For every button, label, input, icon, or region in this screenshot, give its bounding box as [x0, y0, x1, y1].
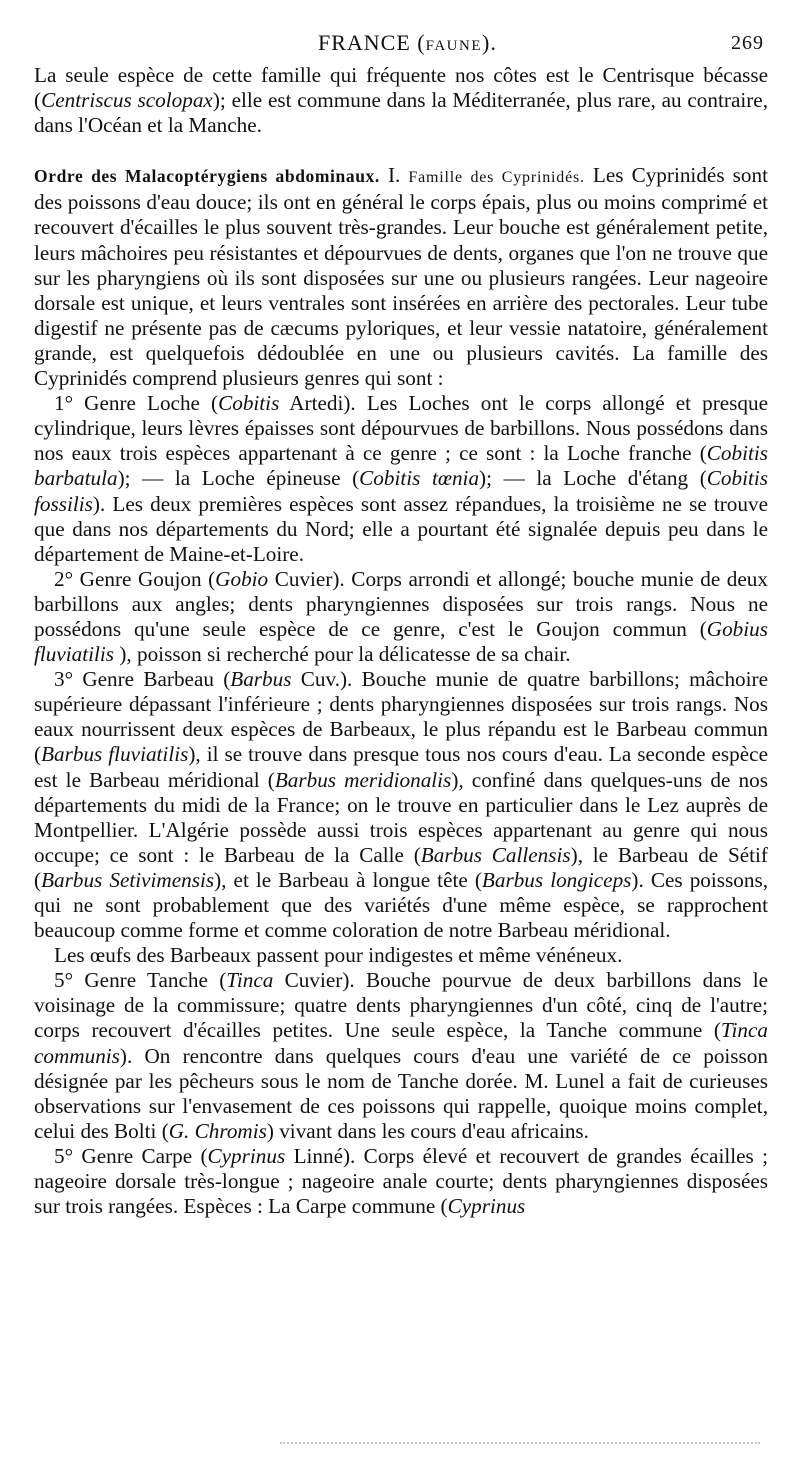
latin-name: Barbus longiceps [481, 867, 632, 892]
text-run: ), confiné dans quelques-uns de nos départements du midi de la France; on le trouve en particulier dans le Lez auprès de Montpellier. L'Algérie possède aussi trois espèces appartenant au genre qui nous occupe; ce sont : le Barbeau de la Calle ( [34, 767, 768, 867]
scan-bleed-marks [280, 1442, 760, 1448]
latin-name: Cobitis tœnia [359, 466, 480, 491]
text-run: ); elle est commune dans la Méditerranée, plus rare, au contraire, dans l'Océan et la Manche. [34, 88, 768, 138]
text-run: Les œufs des Barbeaux passent pour indigestes et même vénéneux. [54, 943, 623, 968]
order-heading: Ordre des Malacoptérygiens abdominaux. [34, 166, 380, 187]
text-run: ); — la Loche d'étang ( [479, 466, 707, 491]
latin-name: Gobius fluviatilis [34, 616, 768, 667]
latin-name: Barbus meridionalis [274, 767, 452, 792]
text-run: ), il se trouve dans presque tous nos cours d'eau. La seconde espèce est le Barbeau méridional ( [34, 742, 768, 792]
text-run: ). On rencontre dans quelques cours d'eau une variété de ce poisson désignée par les pêcheurs sous le nom de Tanche dorée. M. Lunel a fait de curieuses observations sur l'envasement de ces poissons qui rappelle, quoique moins complet, celui des Bolti ( [34, 1043, 768, 1143]
latin-name: Gobio [215, 566, 269, 591]
latin-name: Barbus Callensis [420, 842, 571, 867]
latin-name: G. Chromis [168, 1118, 267, 1143]
paragraph-genre-carpe [34, 1144, 768, 1219]
text-run: Les Cyprinidés sont des poissons d'eau douce; ils ont en général le corps épais, plus ou moins comprimé et recouvert d'écailles le plus souvent très-grandes. Leur bouche est généralement petite, leurs mâchoires peu résistantes et dépourvues de dents, organes que l'on ne trouve que sur les pharyngiens où ils sont disposées sur une ou plusieurs rangées. Leur nageoire dorsale est unique, et leurs ventrales sont insérées en arrière des pectorales. Leur tube digestif ne présente pas de cæcums pyloriques, et leur vessie natatoire, généralement grande, est quelquefois dédoublée en une ou plusieurs cavités. La famille des Cyprinidés comprend plusieurs genres qui sont : [34, 163, 768, 391]
running-title-subject: FAUNE [425, 38, 483, 54]
text-run: Artedi). Les Loches ont le corps allongé et presque cylindrique, leurs lèvres épaisses sont dépourvues de barbillons. Nous possédons dans nos eaux trois espèces appartenant à ce genre ; ce sont : la Loche franche ( [34, 391, 768, 466]
latin-name: Cyprinus [447, 1194, 526, 1219]
text-run: Cuvier). Corps arrondi et allongé; bouche munie de deux barbillons aux angles; dents pharyngiennes disposées sur trois rangs. Nous ne possédons qu'une seule espèce de ce genre, c'est le Goujon commun ( [34, 566, 768, 641]
text-run: ). Les deux premières espèces sont assez répandues, la troisième ne se trouve que dans nos départements du Nord; elle a pourtant été signalée depuis peu dans le département de Maine-et-Loire. [34, 491, 768, 566]
latin-name: Barbus Setivimensis [41, 867, 215, 892]
text-run: 5° Genre Tanche ( [54, 968, 227, 993]
text-run: ). Ces poissons, qui ne sont probablement que des variétés d'une même espèce, se rapprochent beaucoup comme forme et comme coloration de notre Barbeau méridional. [34, 867, 768, 943]
family-heading: Famille des Cyprinidés. [408, 169, 585, 187]
latin-name: Tinca communis [34, 1018, 768, 1068]
page-body [34, 63, 768, 1219]
text-run: Linné). Corps élevé et recouvert de grandes écailles ; nageoire dorsale très-longue ; nageoire anale courte; dents pharyngiennes disposées sur trois rangées. Espèces : La Carpe commune ( [34, 1143, 768, 1219]
text-run: 2° Genre Goujon ( [54, 566, 216, 591]
text-run: ), le Barbeau de Sétif ( [34, 842, 768, 892]
latin-name: Barbus fluviatilis [41, 742, 189, 767]
latin-name: Cobitis fossilis [34, 466, 768, 516]
text-run: ) vivant dans les cours d'eau africains. [266, 1118, 589, 1143]
paragraph-oeufs-barbeaux [34, 943, 768, 968]
paragraph-genre-barbeau [34, 667, 768, 943]
text-run: Cuvier). Bouche pourvue de deux barbillons dans le voisinage de la commissure; quatre dents pharyngiennes d'un côté, cinq de l'autre; corps recouvert d'écailles petites. Une seule espèce, la Tanche commune ( [34, 968, 769, 1043]
latin-name: Tinca [226, 968, 274, 993]
paragraph-genre-loche [34, 391, 768, 567]
text-run: ), poisson si recherché pour la délicatesse de sa chair. [114, 642, 571, 667]
paragraph-genre-tanche [34, 968, 768, 1144]
latin-name: Barbus [230, 667, 292, 692]
running-title [318, 30, 497, 56]
running-title-main: FRANCE ( [318, 30, 426, 55]
text-run: ), et le Barbeau à longue tête ( [214, 867, 482, 892]
latin-name: Cobitis [218, 391, 280, 416]
paragraph-genre-goujon [34, 567, 768, 667]
latin-name: Cyprinus [207, 1143, 286, 1168]
paragraph-cyprinides [34, 163, 768, 391]
text-run: 1° Genre Loche ( [54, 391, 219, 416]
latin-name: Centriscus scolopax [41, 88, 213, 113]
family-number: I. [379, 163, 409, 188]
running-title-end: ). [482, 30, 497, 55]
text-run: Cuv.). Bouche munie de quatre barbillons; mâchoire supérieure dépassant l'inférieure ; dents pharyngiennes disposées sur trois rangs. Nos eaux nourrissent deux espèces de Barbeaux, le plus répandu est le Barbeau commun ( [34, 667, 768, 767]
text-run: 5° Genre Carpe ( [54, 1143, 208, 1168]
running-header [0, 30, 800, 60]
text-run: ); — la Loche épineuse ( [117, 466, 360, 491]
text-run: La seule espèce de cette famille qui fréquente nos côtes est le Centrisque bécasse ( [34, 63, 768, 113]
latin-name: Cobitis barbatula [34, 441, 768, 491]
text-run: 3° Genre Barbeau ( [54, 667, 231, 692]
paragraph-centrisque [34, 63, 768, 138]
page-number: 269 [731, 32, 764, 54]
